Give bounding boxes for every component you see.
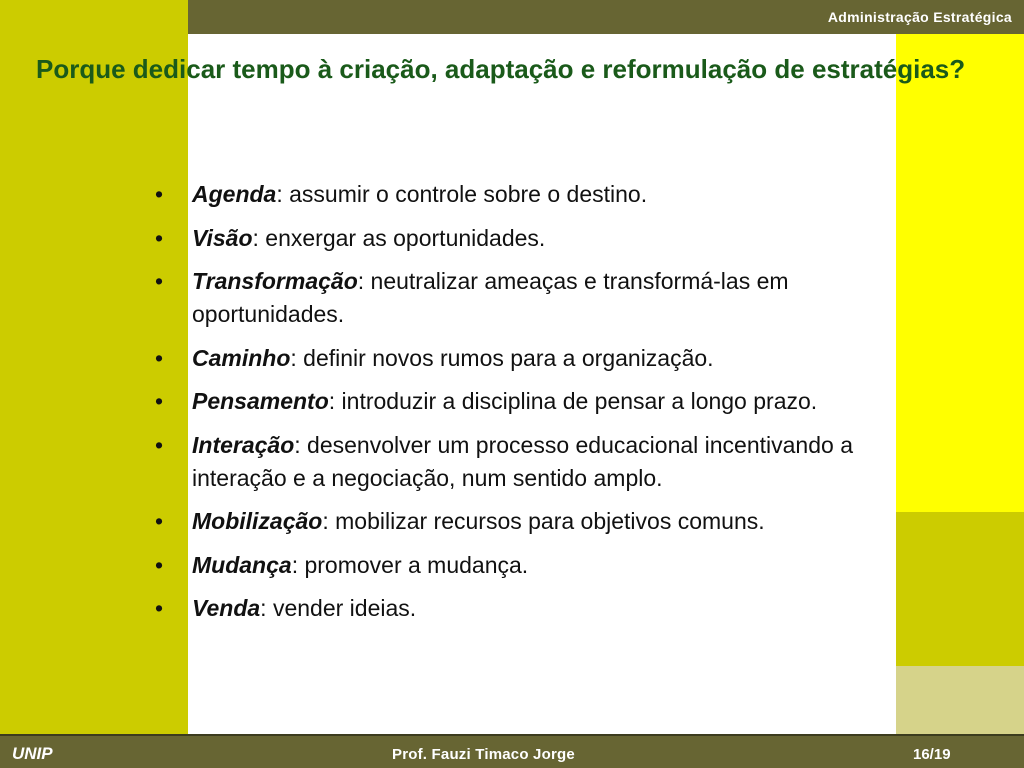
bullet-term: Agenda — [192, 181, 277, 207]
page-number: 16/19 — [913, 746, 951, 763]
right-khaki-block — [896, 666, 1024, 736]
bullet-dot: • — [155, 224, 164, 251]
bullet-list — [155, 178, 945, 636]
bullet-text: : definir novos rumos para a organização. — [290, 344, 714, 371]
bullet-item-caminho — [155, 342, 945, 375]
bullet-item-pensamento — [155, 385, 945, 418]
bullet-term: Caminho — [192, 344, 291, 371]
bullet-text: : mobilizar recursos para objetivos comuns. — [322, 508, 765, 534]
bullet-item-interacao — [155, 429, 945, 495]
bullet-term: Interação — [192, 431, 295, 458]
bullet-text: : vender ideias. — [260, 595, 417, 621]
bullet-dot: • — [155, 508, 164, 534]
bullet-item-mudanca — [155, 549, 945, 582]
bullet-dot: • — [155, 431, 164, 458]
footer-author: Prof. Fauzi Timaco Jorge — [392, 746, 575, 763]
header-title: Administração Estratégica — [827, 9, 1012, 25]
bullet-item-agenda — [155, 178, 945, 211]
bullet-text: : introduzir a disciplina de pensar a longo prazo. — [328, 388, 818, 414]
bullet-term: Mobilização — [192, 508, 323, 534]
bullet-dot: • — [155, 595, 164, 621]
bullet-term: Venda — [192, 595, 261, 621]
slide-title: Porque dedicar tempo à criação, adaptação e reformulação de estratégias? — [36, 54, 966, 84]
bullet-text: : neutralizar ameaças e transformá-las em oportunidades. — [192, 268, 789, 327]
bullet-dot: • — [155, 181, 164, 207]
bullet-term: Pensamento — [192, 388, 329, 414]
bullet-text: : enxergar as oportunidades. — [252, 224, 546, 251]
bullet-dot: • — [155, 551, 164, 578]
bullet-item-mobilizacao — [155, 505, 945, 538]
header-bar — [188, 0, 1024, 34]
footer-bar — [0, 734, 1024, 768]
bullet-text: : desenvolver um processo educacional incentivando a interação e a negociação, num sentido amplo. — [192, 431, 853, 491]
bullet-text: : promover a mudança. — [291, 551, 529, 578]
bullet-text: : assumir o controle sobre o destino. — [276, 181, 648, 207]
bullet-dot: • — [155, 388, 164, 414]
bullet-term: Transformação — [192, 268, 358, 294]
bullet-item-venda — [155, 592, 945, 625]
bullet-item-visao — [155, 222, 945, 255]
footer-brand: UNIP — [12, 744, 53, 763]
bullet-term: Mudança — [192, 551, 292, 578]
bullet-dot: • — [155, 268, 164, 294]
bullet-term: Visão — [192, 224, 253, 251]
bullet-item-transformacao — [155, 265, 945, 331]
bullet-dot: • — [155, 344, 164, 371]
